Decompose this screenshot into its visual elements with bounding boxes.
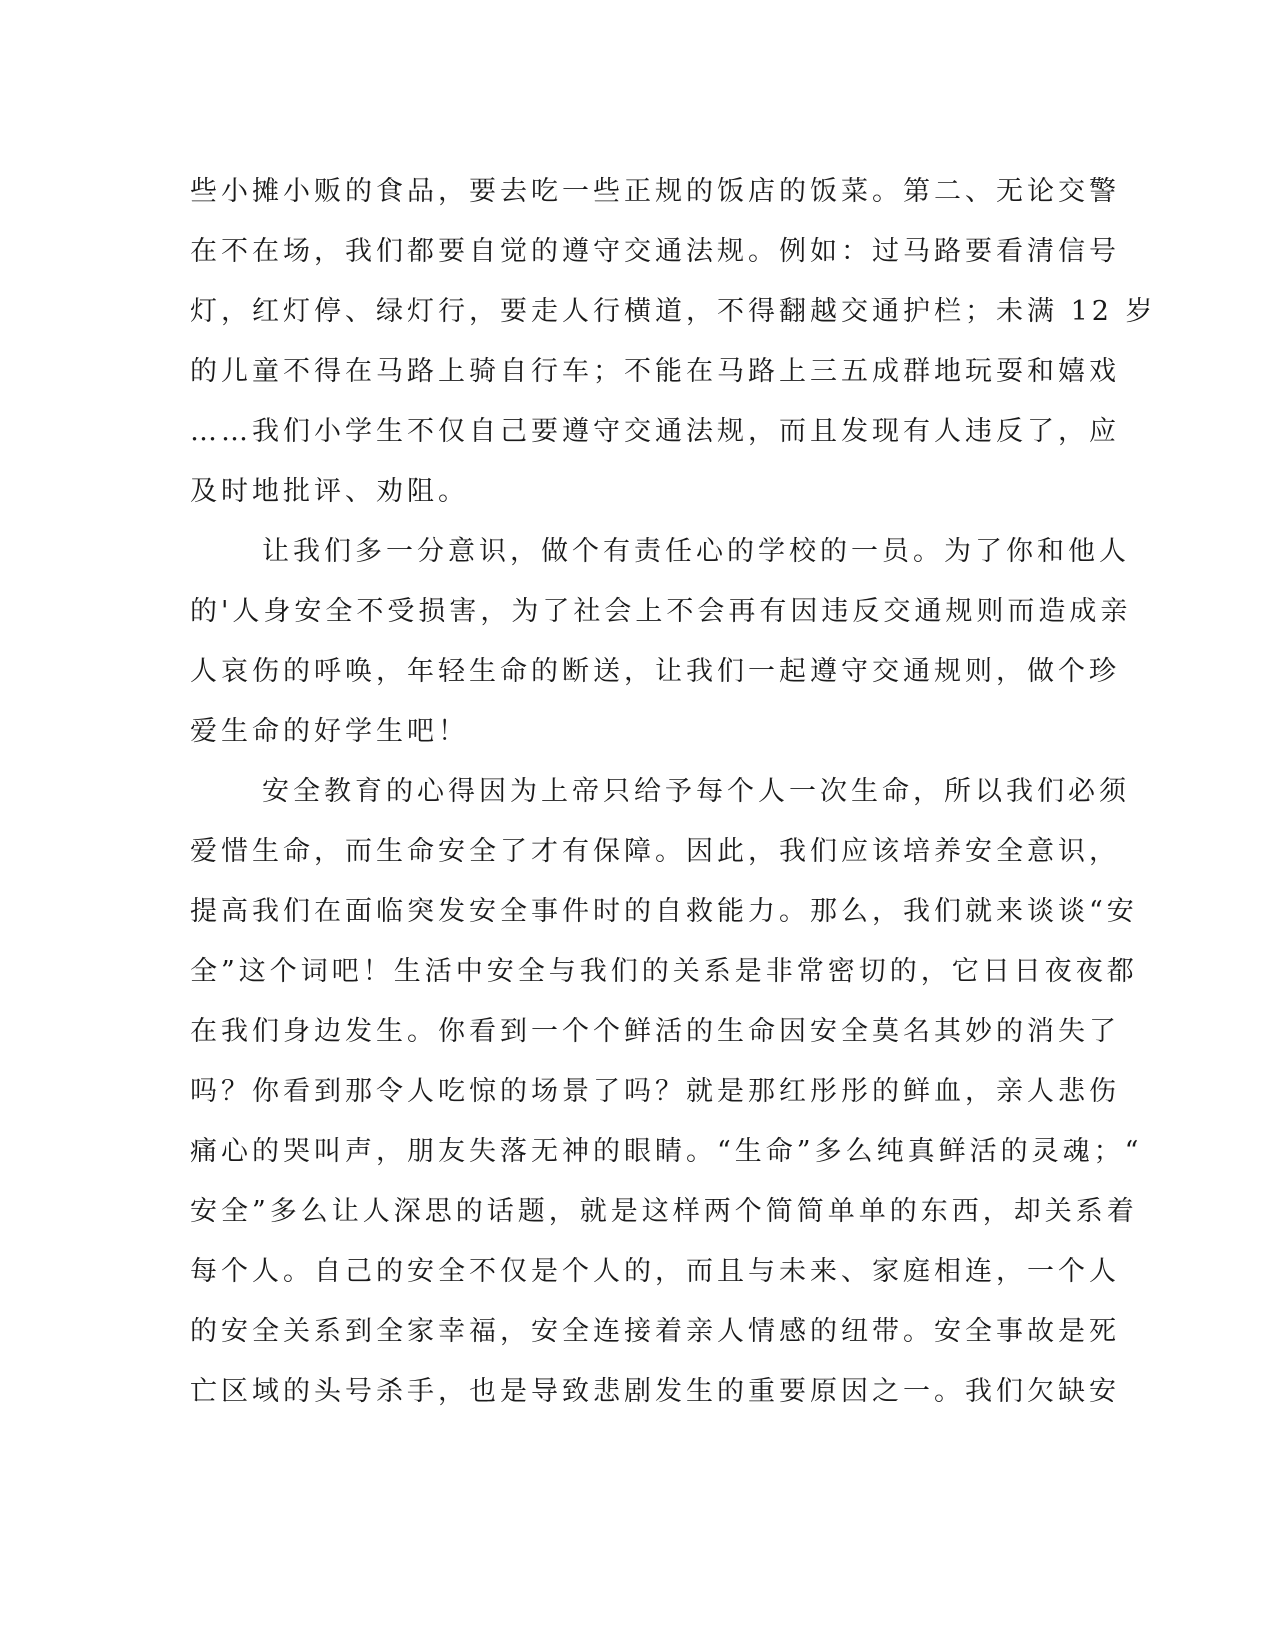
paragraph-3 [190,762,1143,1422]
text-line: 亡区域的头号杀手，也是导致悲剧发生的重要原因之一。我们欠缺安 [190,1376,1120,1407]
paragraph-2 [190,522,1132,762]
text-line: 及时地批评、劝阻。 [190,476,469,507]
text-line: ……我们小学生不仅自己要遵守交通法规，而且发现有人违反了，应 [190,416,1120,447]
text-line: 吗？你看到那令人吃惊的场景了吗？就是那红彤彤的鲜血，亲人悲伤 [190,1076,1120,1107]
text-line: 让我们多一分意识，做个有责任心的学校的一员。为了你和他人 [262,536,1130,567]
text-line: 爱惜生命，而生命安全了才有保障。因此，我们应该培养安全意识， [190,836,1120,867]
paragraph-1 [190,162,1157,522]
text-line: 灯，红灯停、绿灯行，要走人行横道，不得翻越交通护栏；未满 12 岁 [190,296,1157,327]
text-line: 人哀伤的呼唤，年轻生命的断送，让我们一起遵守交通规则，做个珍 [190,656,1120,687]
text-line: 的'人身安全不受损害，为了社会上不会再有因违反交通规则而造成亲 [190,596,1132,627]
text-line: 提高我们在面临突发安全事件时的自救能力。那么，我们就来谈谈“安 [190,896,1138,927]
text-line: 痛心的哭叫声，朋友失落无神的眼睛。“生命”多么纯真鲜活的灵魂；“ [190,1136,1143,1167]
text-line: 些小摊小贩的食品，要去吃一些正规的饭店的饭菜。第二、无论交警 [190,176,1120,207]
text-line: 每个人。自己的安全不仅是个人的，而且与未来、家庭相连，一个人 [190,1256,1120,1287]
text-line: 的儿童不得在马路上骑自行车；不能在马路上三五成群地玩耍和嬉戏 [190,356,1120,387]
text-line: 的安全关系到全家幸福，安全连接着亲人情感的纽带。安全事故是死 [190,1316,1120,1347]
text-line: 在我们身边发生。你看到一个个鲜活的生命因安全莫名其妙的消失了 [190,1016,1120,1047]
document-body [190,162,1157,1422]
text-line: 在不在场，我们都要自觉的遵守交通法规。例如：过马路要看清信号 [190,236,1120,267]
text-line: 安全教育的心得因为上帝只给予每个人一次生命，所以我们必须 [262,776,1130,807]
text-line: 全”这个词吧！生活中安全与我们的关系是非常密切的，它日日夜夜都 [190,956,1138,987]
text-line: 爱生命的好学生吧！ [190,716,469,747]
text-line: 安全”多么让人深思的话题，就是这样两个简简单单的东西，却关系着 [190,1196,1138,1227]
